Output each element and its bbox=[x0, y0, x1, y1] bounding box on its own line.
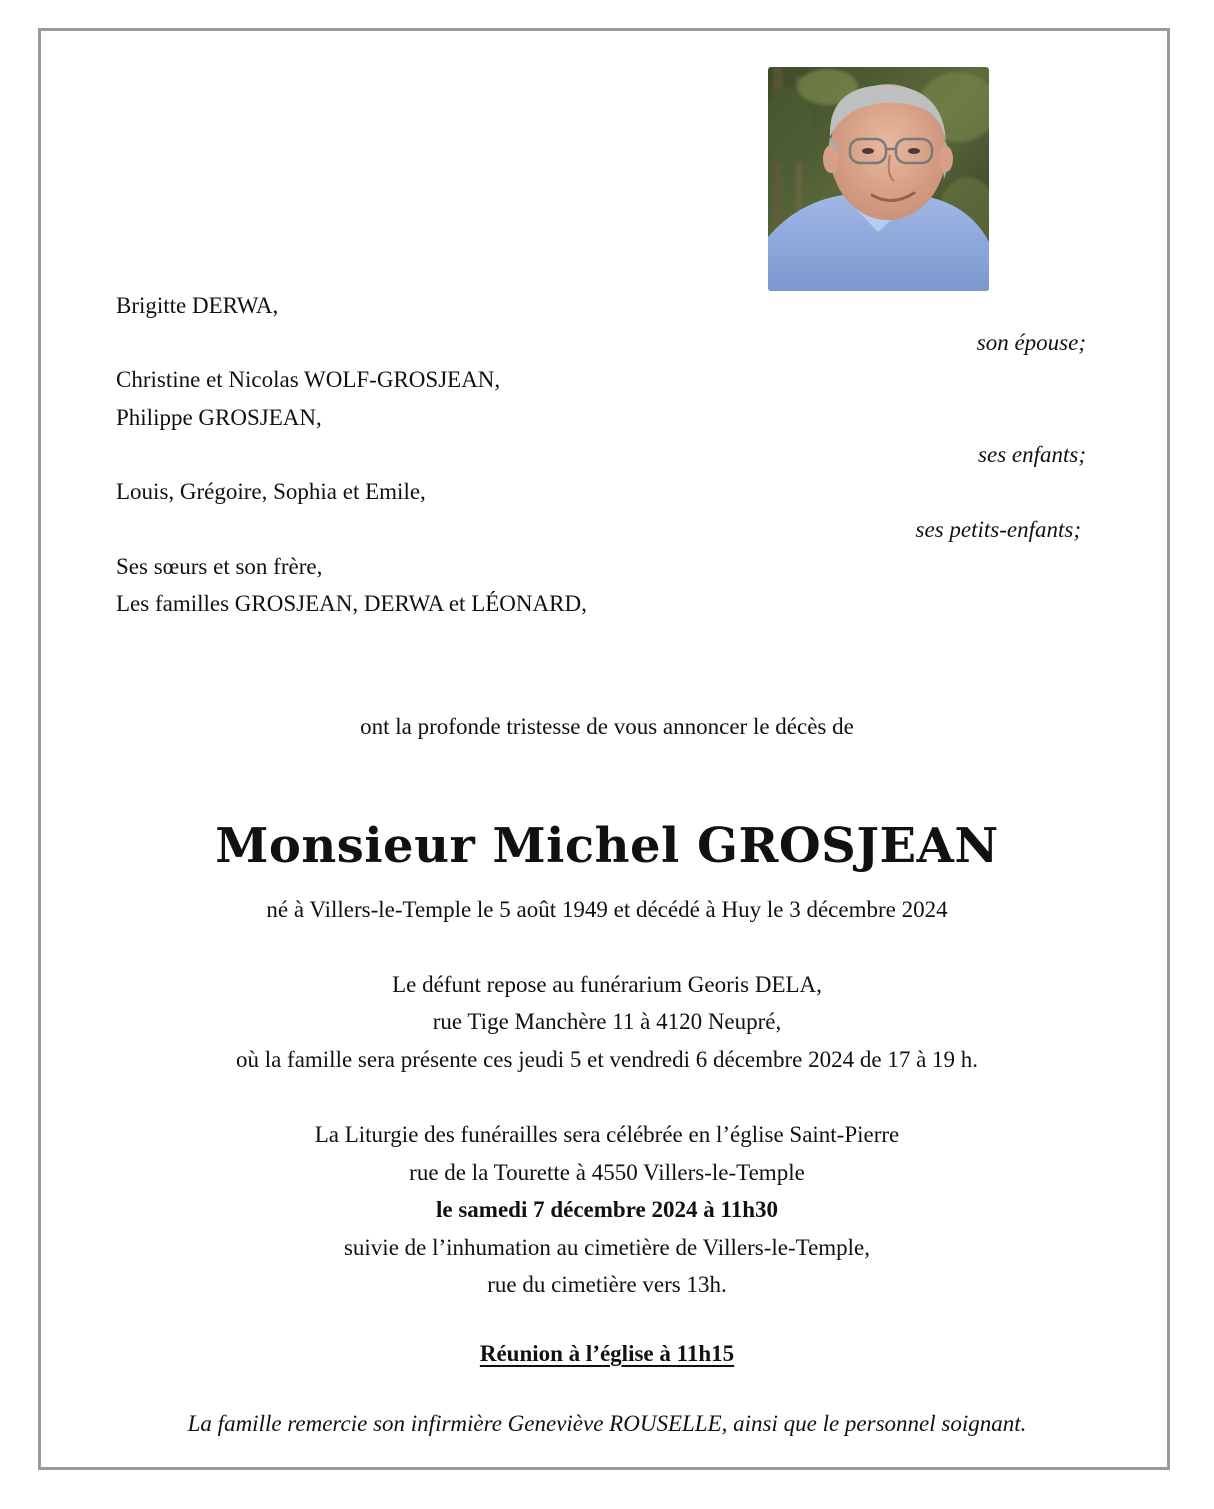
meeting-text: Réunion à l’église à 11h15 bbox=[479, 1341, 735, 1366]
spouse-name: Brigitte DERWA, bbox=[116, 293, 279, 318]
child-name: Philippe GROSJEAN, bbox=[116, 405, 322, 430]
child-name: Christine et Nicolas WOLF-GROSJEAN, bbox=[116, 367, 501, 392]
announcement-intro: ont la profonde tristesse de vous annoncer le décès de bbox=[360, 714, 854, 739]
birth-death-info: né à Villers-le-Temple le 5 août 1949 et décédé à Huy le 3 décembre 2024 bbox=[266, 897, 948, 922]
meeting-info bbox=[0, 1340, 1214, 1368]
funeral-liturgy: La Liturgie des funérailles sera célébrée en l’église Saint-Pierre bbox=[314, 1122, 900, 1147]
children-role: ses enfants; bbox=[978, 442, 1086, 467]
grandchildren-names: Louis, Grégoire, Sophia et Emile, bbox=[116, 479, 426, 504]
portrait-photo bbox=[768, 67, 989, 291]
deceased-name: Monsieur Michel GROSJEAN bbox=[215, 818, 999, 874]
thanks-note: La famille remercie son infirmière Geneviève ROUSELLE, ainsi que le personnel soignant. bbox=[187, 1411, 1027, 1436]
burial-time: rue du cimetière vers 13h. bbox=[487, 1272, 727, 1297]
funeral-date-time: le samedi 7 décembre 2024 à 11h30 bbox=[436, 1197, 778, 1222]
grandchildren-role: ses petits-enfants; bbox=[915, 517, 1081, 542]
extended-families: Les familles GROSJEAN, DERWA et LÉONARD, bbox=[116, 591, 587, 616]
visitation-address: rue Tige Manchère 11 à 4120 Neupré, bbox=[432, 1009, 782, 1034]
church-address: rue de la Tourette à 4550 Villers-le-Temple bbox=[409, 1160, 805, 1185]
visitation-line: Le défunt repose au funérarium Georis DELA, bbox=[392, 972, 822, 997]
siblings: Ses sœurs et son frère, bbox=[116, 554, 323, 579]
visitation-hours: où la famille sera présente ces jeudi 5 et vendredi 6 décembre 2024 de 17 à 19 h. bbox=[235, 1047, 979, 1072]
burial-info: suivie de l’inhumation au cimetière de Villers-le-Temple, bbox=[343, 1235, 871, 1260]
spouse-role: son épouse; bbox=[976, 330, 1086, 355]
